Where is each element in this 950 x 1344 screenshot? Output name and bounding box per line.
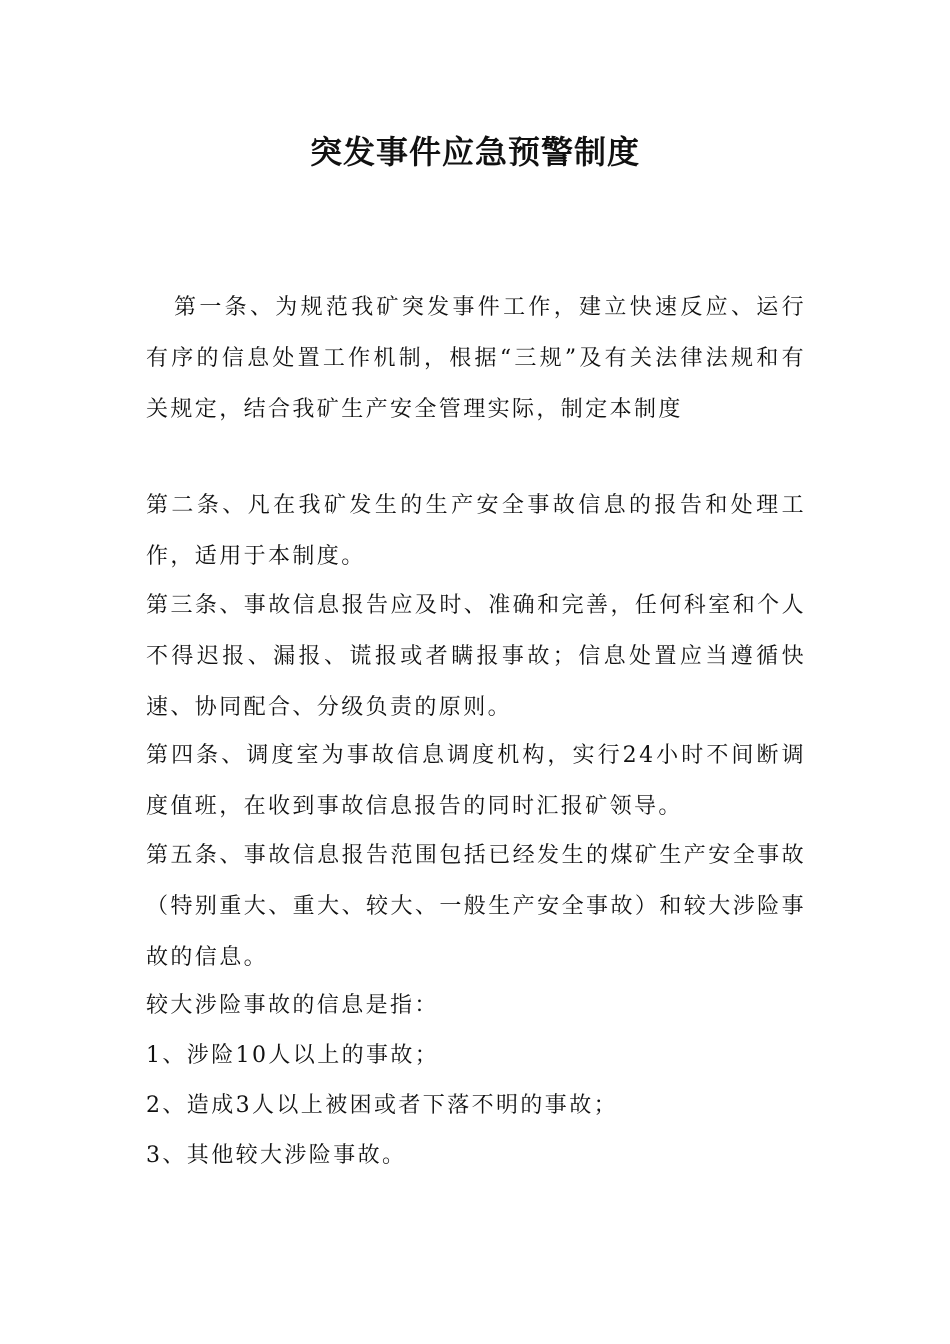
list-item-2: 2、造成3人以上被困或者下落不明的事故； (146, 1093, 618, 1118)
document-title: 突发事件应急预警制度 (309, 133, 640, 171)
list-item-3: 3、其他较大涉险事故。 (146, 1143, 407, 1168)
paragraph-article-1: 第一条、为规范我矿突发事件工作，建立快速反应、运行有序的信息处置工作机制，根据“三规”及有关法律法规和有关规定，结合我矿生产安全管理实际，制定本制度 (146, 295, 806, 422)
paragraph-article-4: 第四条、调度室为事故信息调度机构，实行24小时不间断调度值班，在收到事故信息报告的同时汇报矿领导。 (146, 743, 806, 819)
paragraph-definition-intro: 较大涉险事故的信息是指： (146, 993, 439, 1018)
paragraph-article-2: 第二条、凡在我矿发生的生产安全事故信息的报告和处理工作，适用于本制度。 (146, 493, 806, 569)
paragraph-article-3: 第三条、事故信息报告应及时、准确和完善，任何科室和个人不得迟报、漏报、谎报或者瞒报事故；信息处置应当遵循快速、协同配合、分级负责的原则。 (146, 593, 806, 720)
list-item-1: 1、涉险10人以上的事故； (146, 1043, 440, 1068)
paragraph-article-5: 第五条、事故信息报告范围包括已经发生的煤矿生产安全事故（特别重大、重大、较大、一般生产安全事故）和较大涉险事故的信息。 (146, 843, 806, 970)
